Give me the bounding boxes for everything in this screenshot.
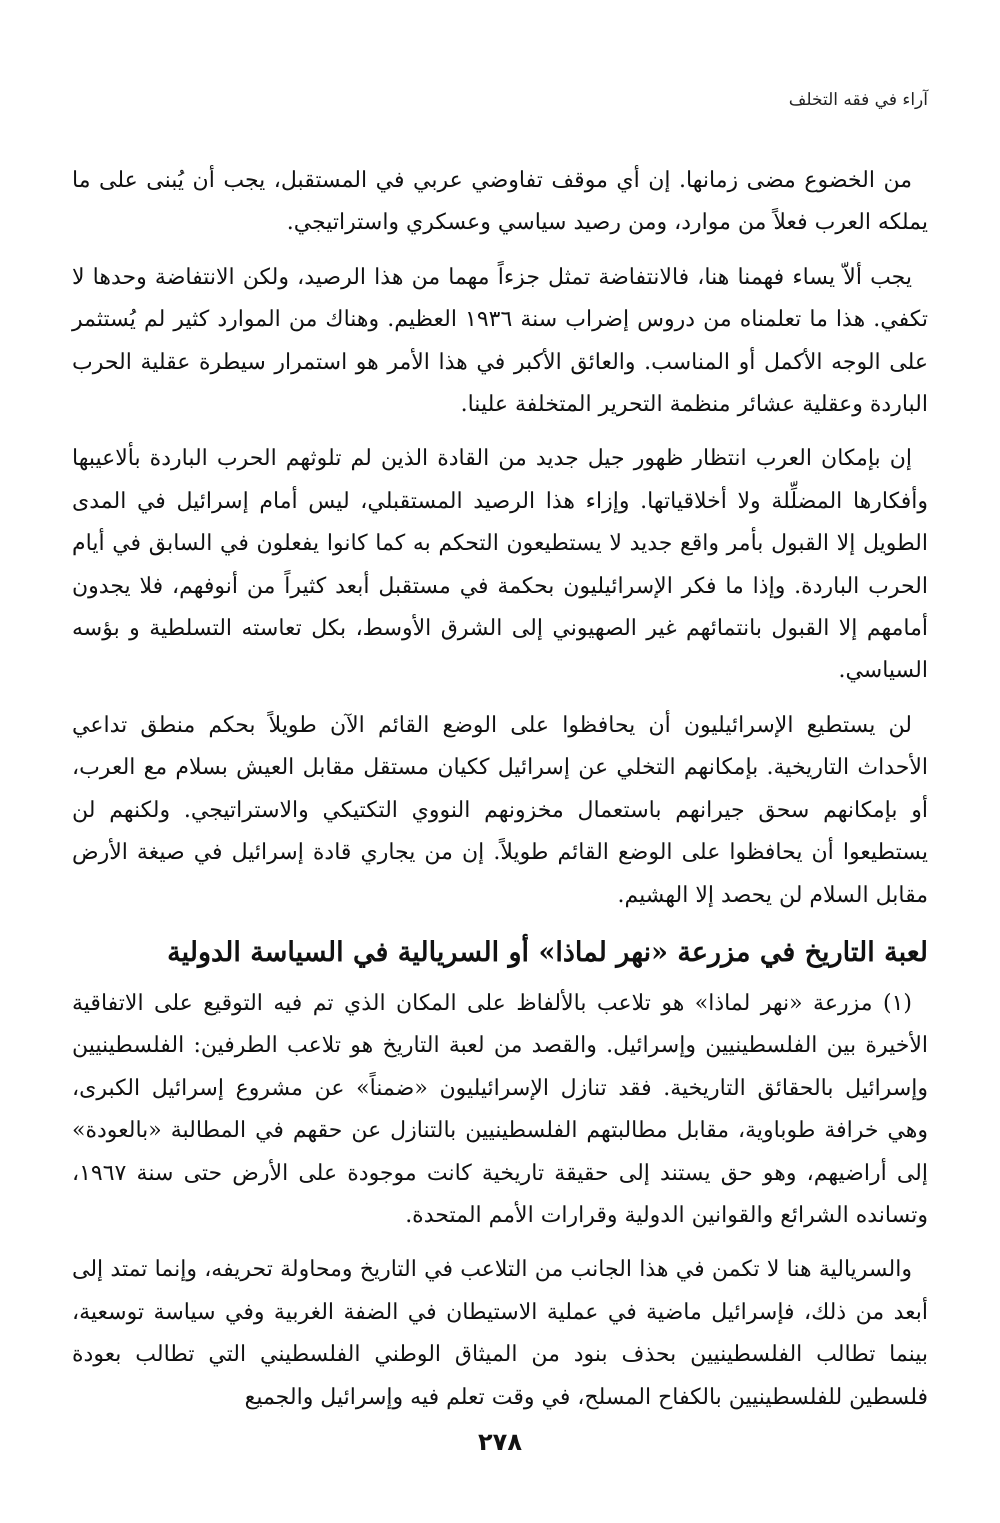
paragraph: (١) مزرعة «نهر لماذا» هو تلاعب بالألفاظ على المكان الذي تم فيه التوقيع على الاتفاقية الأخيرة بين الفلسطينيين وإسرائيل. والقصد من لعبة التاريخ هو تلاعب الطرفين: الفلسطينيين وإسرائيل بالحقائق التاريخية. فقد تنازل الإسرائيليون «ضمناً» عن مشروع إسرائيل الكبرى، وهي خرافة طوباوية، مقابل مطالبتهم الفلسطينيين بالتنازل عن حقهم في المطالبة «بالعودة» إلى أراضيهم، وهو حق يستند إلى حقيقة تاريخية كانت موجودة على الأرض حتى سنة ١٩٦٧، وتسانده الشرائع والقوانين الدولية وقرارات الأمم المتحدة. (72, 990, 929, 1228)
paragraph: والسريالية هنا لا تكمن في هذا الجانب من التلاعب في التاريخ ومحاولة تحريفه، وإنما تمتد إلى أبعد من ذلك، فإسرائيل ماضية في عملية الاستيطان في الضفة الغربية وفي سياسة توسعية، بينما تطالب الفلسطينيين بحذف بنود من الميثاق الوطني الفلسطيني التي تطالب بعودة فلسطين للفلسطينيين بالكفاح المسلح، في وقت تعلم فيه وإسرائيل والجميع (72, 1257, 928, 1410)
paragraph: يجب ألاّ يساء فهمنا هنا، فالانتفاضة تمثل جزءاً مهما من هذا الرصيد، ولكن الانتفاضة وحدها لا تكفي. هذا ما تعلمناه من دروس إضراب سنة ١٩٣٦ العظيم. وهناك من الموارد كثير لم يُستثمر على الوجه الأكمل أو المناسب. والعائق الأكبر في هذا الأمر هو استمرار سيطرة عقلية الحرب الباردة وعقلية عشائر منظمة التحرير المتخلفة علينا. (72, 264, 928, 418)
paragraph: من الخضوع مضى زمانها. إن أي موقف تفاوضي عربي في المستقبل، يجب أن يُبنى على ما يملكه العرب فعلاً من موارد، ومن رصيد سياسي وعسكري واستراتيجي. (72, 168, 928, 236)
paragraph: لن يستطيع الإسرائيليون أن يحافظوا على الوضع القائم الآن طويلاً بحكم منطق تداعي الأحداث التاريخية. بإمكانهم التخلي عن إسرائيل ككيان مستقل مقابل العيش بسلام مع العرب، أو بإمكانهم سحق جيرانهم باستعمال مخزونهم النووي التكتيكي والاستراتيجي. ولكنهم لن يستطيعوا أن يحافظوا على الوضع القائم طويلاً. إن من يجاري قادة إسرائيل في صيغة الأرض مقابل السلام لن يحصد إلا الهشيم. (72, 712, 928, 908)
section-heading: لعبة التاريخ في مزرعة «نهر لماذا» أو السريالية في السياسة الدولية (167, 936, 928, 968)
page-number: ٢٧٨ (478, 1428, 522, 1456)
running-header-title: آراء في فقه التخلف (788, 90, 928, 110)
page-body (72, 160, 928, 1431)
paragraph: إن بإمكان العرب انتظار ظهور جيل جديد من القادة الذين لم تلوثهم الحرب الباردة بألاعيبها وأفكارها المضلِّلة ولا أخلاقياتها. وإزاء هذا الرصيد المستقبلي، ليس أمام إسرائيل في المدى الطويل إلا القبول بأمر واقع جديد لا يستطيعون التحكم به كما كانوا يفعلون في السابق في أيام الحرب الباردة. وإذا ما فكر الإسرائيليون بحكمة في مستقبل أبعد كثيراً من أنوفهم، فلا يجدون أمامهم إلا القبول بانتمائهم غير الصهيوني إلى الشرق الأوسط، بكل تعاسته التسلطية و بؤسه السياسي. (72, 446, 928, 684)
